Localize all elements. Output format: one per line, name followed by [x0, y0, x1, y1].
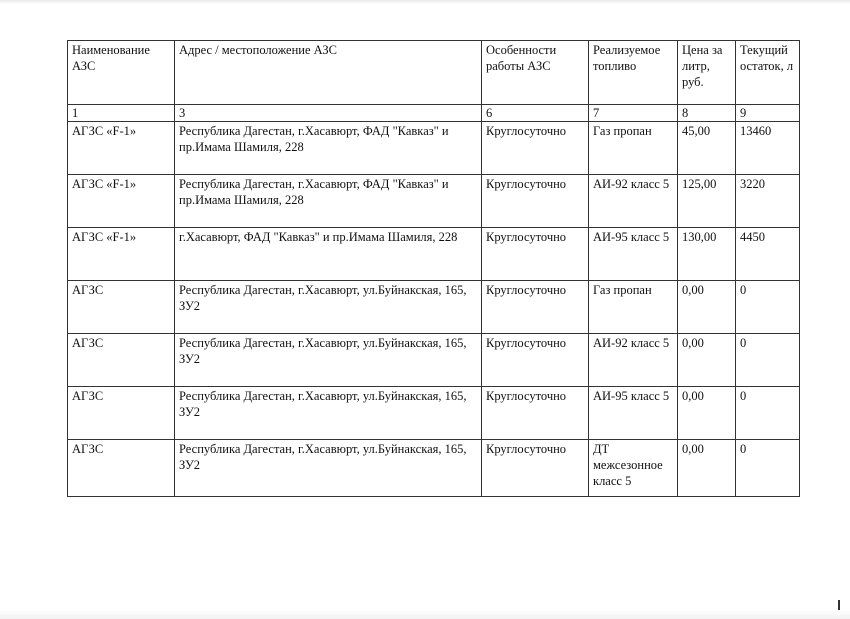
address-cell: Республика Дагестан, г.Хасавюрт, ФАД "Кавказ" и пр.Имама Шамиля, 228: [175, 122, 482, 175]
work-mode-cell: Круглосуточно: [482, 387, 589, 440]
scan-mark: [838, 600, 840, 610]
address-cell: Республика Дагестан, г.Хасавюрт, ул.Буйнакская, 165, ЗУ2: [175, 440, 482, 497]
station-name-cell: АГЗС: [68, 334, 175, 387]
stock-cell: 4450: [736, 228, 800, 281]
fuel-cell: Газ пропан: [589, 122, 678, 175]
work-mode-cell: Круглосуточно: [482, 281, 589, 334]
column-number: 6: [482, 105, 589, 122]
column-number: 1: [68, 105, 175, 122]
column-number: 7: [589, 105, 678, 122]
station-name-cell: АГЗС: [68, 281, 175, 334]
table-row: [68, 175, 800, 228]
station-name-cell: АГЗС: [68, 387, 175, 440]
station-name-cell: АГЗС «F-1»: [68, 228, 175, 281]
column-number: 3: [175, 105, 482, 122]
work-mode-cell: Круглосуточно: [482, 440, 589, 497]
address-cell: Республика Дагестан, г.Хасавюрт, ул.Буйнакская, 165, ЗУ2: [175, 281, 482, 334]
station-name-cell: АГЗС: [68, 440, 175, 497]
stock-cell: 3220: [736, 175, 800, 228]
stock-cell: 0: [736, 440, 800, 497]
work-mode-cell: Круглосуточно: [482, 228, 589, 281]
table-row: [68, 334, 800, 387]
price-cell: 45,00: [678, 122, 736, 175]
work-mode-cell: Круглосуточно: [482, 175, 589, 228]
fuel-cell: АИ-95 класс 5: [589, 228, 678, 281]
price-cell: 0,00: [678, 440, 736, 497]
address-cell: Республика Дагестан, г.Хасавюрт, ул.Буйнакская, 165, ЗУ2: [175, 334, 482, 387]
address-cell: Республика Дагестан, г.Хасавюрт, ФАД "Кавказ" и пр.Имама Шамиля, 228: [175, 175, 482, 228]
fuel-cell: АИ-92 класс 5: [589, 175, 678, 228]
header-stock: Текущий остаток, л: [736, 41, 800, 105]
table-row: [68, 387, 800, 440]
column-number: 8: [678, 105, 736, 122]
scan-edge-bottom: [0, 610, 850, 619]
table-row: [68, 228, 800, 281]
table-row: [68, 281, 800, 334]
fuel-cell: Газ пропан: [589, 281, 678, 334]
work-mode-cell: Круглосуточно: [482, 334, 589, 387]
price-cell: 130,00: [678, 228, 736, 281]
station-name-cell: АГЗС «F-1»: [68, 122, 175, 175]
address-cell: г.Хасавюрт, ФАД "Кавказ" и пр.Имама Шамиля, 228: [175, 228, 482, 281]
price-cell: 125,00: [678, 175, 736, 228]
stock-cell: 0: [736, 334, 800, 387]
station-name-cell: АГЗС «F-1»: [68, 175, 175, 228]
address-cell: Республика Дагестан, г.Хасавюрт, ул.Буйнакская, 165, ЗУ2: [175, 387, 482, 440]
scan-edge-top: [0, 0, 850, 4]
gas-stations-table: [67, 40, 800, 497]
fuel-cell: ДТ межсезонное класс 5: [589, 440, 678, 497]
price-cell: 0,00: [678, 387, 736, 440]
header-price: Цена за литр, руб.: [678, 41, 736, 105]
fuel-cell: АИ-95 класс 5: [589, 387, 678, 440]
header-work-mode: Особенности работы АЗС: [482, 41, 589, 105]
stock-cell: 0: [736, 281, 800, 334]
column-number-row: [68, 105, 800, 122]
table-row: [68, 122, 800, 175]
work-mode-cell: Круглосуточно: [482, 122, 589, 175]
header-station-name: Наименование АЗС: [68, 41, 175, 105]
stock-cell: 0: [736, 387, 800, 440]
stock-cell: 13460: [736, 122, 800, 175]
header-fuel: Реализуемое топливо: [589, 41, 678, 105]
fuel-cell: АИ-92 класс 5: [589, 334, 678, 387]
header-row: [68, 41, 800, 105]
price-cell: 0,00: [678, 281, 736, 334]
header-address: Адрес / местоположение АЗС: [175, 41, 482, 105]
price-cell: 0,00: [678, 334, 736, 387]
column-number: 9: [736, 105, 800, 122]
table-row: [68, 440, 800, 497]
